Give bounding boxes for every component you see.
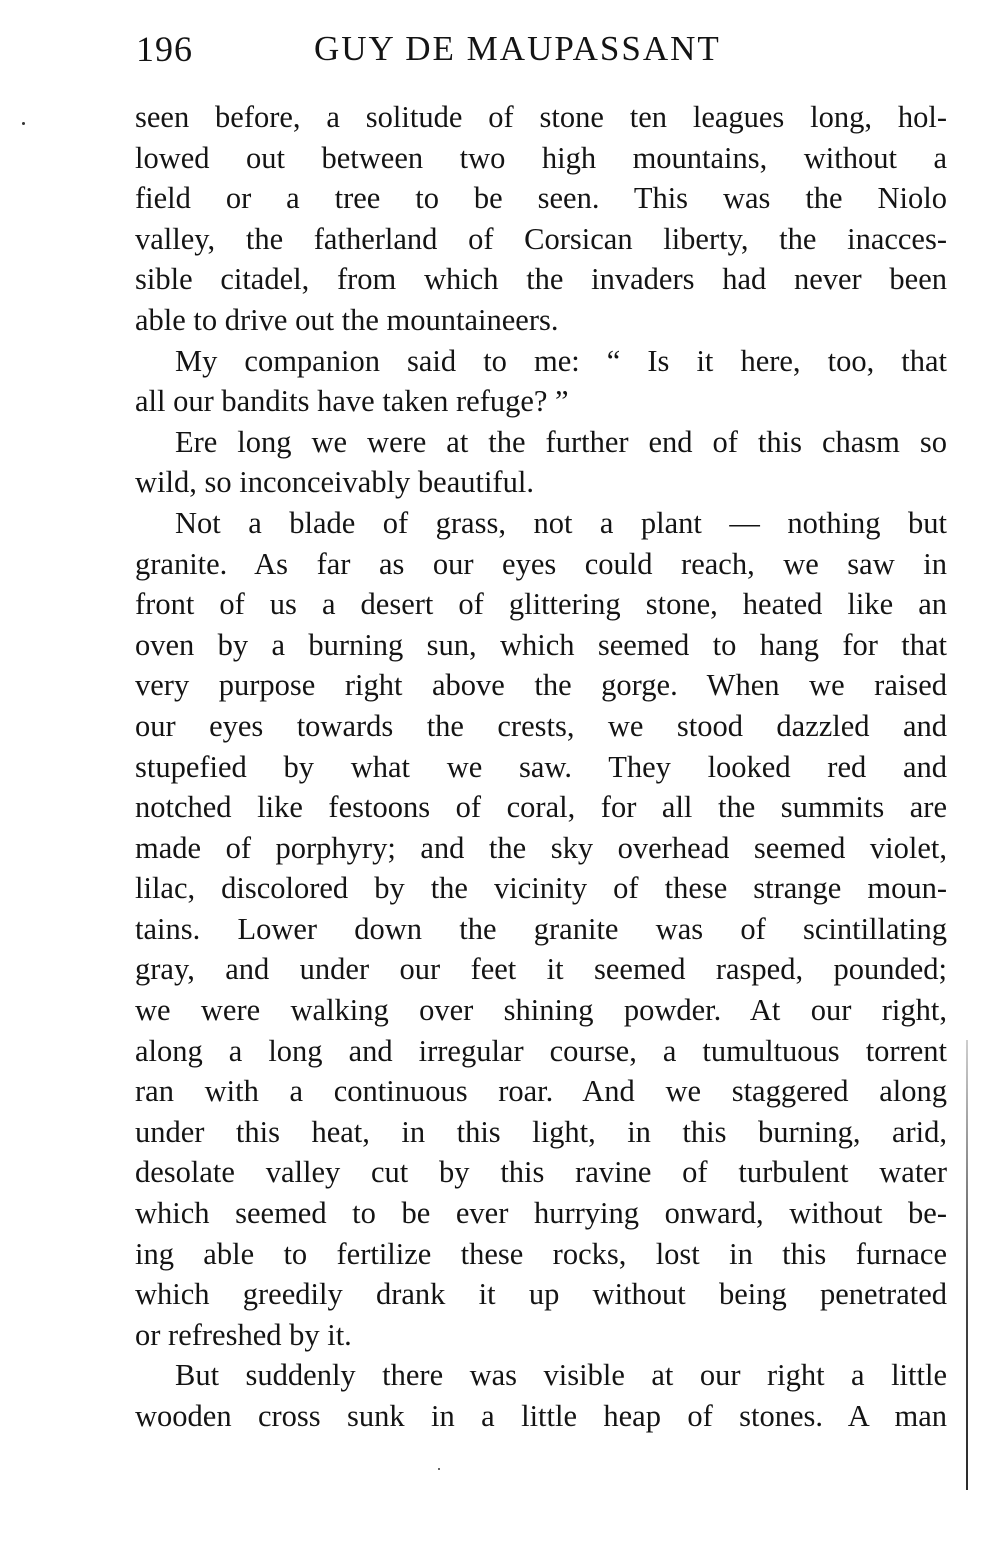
running-head: GUY DE MAUPASSANT (314, 29, 721, 68)
text-line: or refreshed by it. (135, 1317, 352, 1352)
text-line: My companion said to me: “ Is it here, too, that (175, 343, 947, 378)
text-line: valley, the fatherland of Corsican liberty, the inacces- (135, 221, 947, 256)
text-line: desolate valley cut by this ravine of turbulent water (135, 1155, 947, 1190)
text-line: field or a tree to be seen. This was the Niolo (135, 181, 947, 216)
text-line: our eyes towards the crests, we stood dazzled and (135, 708, 947, 743)
text-line: Not a blade of grass, not a plant — nothing but (175, 505, 947, 540)
text-line: under this heat, in this light, in this burning, arid, (135, 1114, 947, 1149)
margin-speck (22, 122, 25, 125)
text-line: stupefied by what we saw. They looked red and (135, 749, 947, 784)
page-header (136, 24, 776, 74)
text-line: which greedily drank it up without being penetrated (135, 1277, 947, 1312)
text-line: wild, so inconceivably beautiful. (135, 465, 534, 500)
text-line: all our bandits have taken refuge? ” (135, 384, 569, 419)
text-line: wooden cross sunk in a little heap of stones. A man (135, 1399, 947, 1433)
paragraph (135, 1355, 947, 1436)
text-line: front of us a desert of glittering stone, heated like an (135, 587, 947, 622)
text-line: lowed out between two high mountains, without a (135, 140, 947, 175)
text-line: oven by a burning sun, which seemed to hang for that (135, 627, 947, 662)
page-speck (438, 1468, 440, 1470)
margin-scan-line (966, 1040, 968, 1490)
paragraph (135, 97, 947, 341)
text-line: along a long and irregular course, a tumultuous torrent (135, 1033, 947, 1068)
text-line: Ere long we were at the further end of this chasm so (175, 424, 947, 459)
text-line: we were walking over shining powder. At our right, (135, 993, 947, 1028)
text-line: sible citadel, from which the invaders had never been (135, 262, 947, 297)
text-line: which seemed to be ever hurrying onward, without be- (135, 1196, 947, 1231)
text-line: made of porphyry; and the sky overhead seemed violet, (135, 830, 947, 865)
text-line: gray, and under our feet it seemed rasped, pounded; (135, 952, 947, 987)
text-line: ran with a continuous roar. And we staggered along (135, 1074, 947, 1109)
text-line: very purpose right above the gorge. When we raised (135, 668, 947, 703)
paragraph (135, 503, 947, 1355)
text-line: notched like festoons of coral, for all the summits are (135, 790, 947, 825)
text-line: ing able to fertilize these rocks, lost in this furnace (135, 1236, 947, 1271)
text-line: But suddenly there was visible at our right a little (175, 1358, 947, 1393)
paragraph (135, 341, 947, 422)
paragraph (135, 422, 947, 503)
text-line: able to drive out the mountaineers. (135, 302, 559, 337)
text-line: lilac, discolored by the vicinity of these strange moun- (135, 871, 947, 906)
text-line: tains. Lower down the granite was of scintillating (135, 911, 947, 946)
page-number: 196 (136, 29, 193, 69)
text-body (135, 97, 947, 1437)
text-line: granite. As far as our eyes could reach, we saw in (135, 546, 947, 581)
text-line: seen before, a solitude of stone ten leagues long, hol- (135, 100, 947, 134)
